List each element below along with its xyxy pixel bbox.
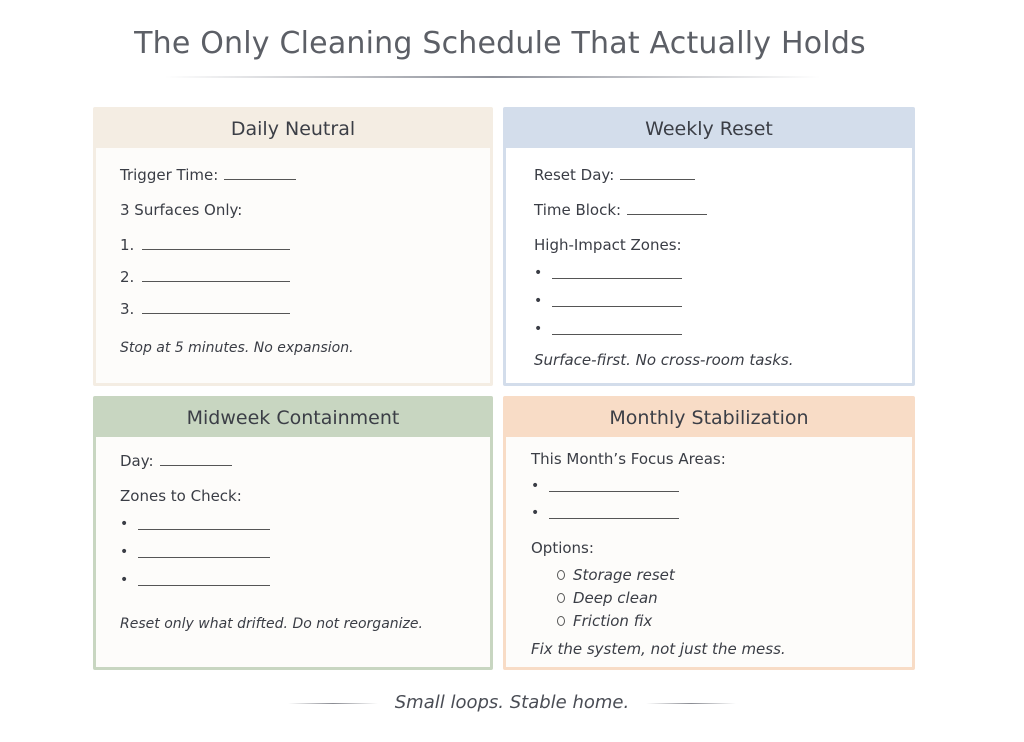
radio-circle-icon[interactable] — [557, 570, 565, 580]
options-label: Options: — [531, 539, 594, 557]
day-label: Day: — [120, 452, 154, 470]
footer-divider-right — [646, 703, 736, 704]
bullet-icon: • — [531, 478, 540, 494]
zone-row-2 — [534, 293, 912, 321]
zones-label: High-Impact Zones: — [534, 236, 682, 254]
footer-tagline: Small loops. Stable home. — [394, 692, 630, 713]
focus-row-2 — [531, 505, 912, 539]
footer — [0, 692, 1024, 713]
bullet-icon: • — [120, 572, 129, 588]
surface-row-3 — [120, 300, 490, 340]
bullet-icon: • — [534, 321, 543, 337]
zones-check-label: Zones to Check: — [120, 487, 242, 505]
daily-neutral-header: Daily Neutral — [230, 118, 356, 140]
focus-row-1 — [531, 478, 912, 505]
weekly-reset-card — [503, 107, 915, 386]
focus-areas-label: This Month’s Focus Areas: — [531, 450, 726, 468]
zone-field-3[interactable] — [552, 321, 682, 335]
check-field-3[interactable] — [138, 572, 270, 586]
trigger-time-label: Trigger Time: — [120, 166, 219, 184]
footer-divider-left — [288, 703, 378, 704]
check-row-2 — [120, 544, 490, 572]
check-row-1 — [120, 516, 490, 544]
monthly-note: Fix the system, not just the mess. — [531, 640, 786, 658]
radio-circle-icon[interactable] — [557, 616, 565, 626]
day-row — [120, 452, 490, 487]
daily-note: Stop at 5 minutes. No expansion. — [120, 340, 354, 356]
midweek-containment-body — [96, 437, 490, 667]
option-friction-fix[interactable] — [531, 609, 912, 632]
surface-number: 1. — [120, 236, 135, 254]
option-deep-clean[interactable] — [531, 586, 912, 609]
surface-row-2 — [120, 268, 490, 300]
surface-field-2[interactable] — [142, 268, 290, 282]
monthly-stabilization-card — [503, 396, 915, 670]
option-label: Storage reset — [573, 565, 675, 584]
midweek-note: Reset only what drifted. Do not reorganize. — [120, 616, 423, 632]
check-row-3 — [120, 572, 490, 616]
weekly-reset-header: Weekly Reset — [645, 118, 773, 140]
bullet-icon: • — [531, 505, 540, 521]
trigger-time-row — [120, 166, 490, 201]
focus-field-1[interactable] — [549, 478, 679, 492]
radio-circle-icon[interactable] — [557, 593, 565, 603]
focus-field-2[interactable] — [549, 505, 679, 519]
surface-row-1 — [120, 236, 490, 268]
check-field-2[interactable] — [138, 544, 270, 558]
page-title: The Only Cleaning Schedule That Actually Holds — [134, 26, 866, 61]
midweek-containment-card — [93, 396, 493, 670]
zone-field-1[interactable] — [552, 265, 682, 279]
trigger-time-field[interactable] — [224, 166, 296, 180]
zone-row-1 — [534, 265, 912, 293]
zone-field-2[interactable] — [552, 293, 682, 307]
daily-neutral-card — [93, 107, 493, 386]
reset-day-field[interactable] — [620, 166, 695, 180]
surface-field-3[interactable] — [142, 300, 290, 314]
day-field[interactable] — [160, 452, 232, 466]
weekly-note: Surface-first. No cross-room tasks. — [534, 351, 794, 369]
zone-row-3 — [534, 321, 912, 351]
option-storage-reset[interactable] — [531, 563, 912, 586]
check-field-1[interactable] — [138, 516, 270, 530]
time-block-field[interactable] — [627, 201, 707, 215]
bullet-icon: • — [120, 544, 129, 560]
option-label: Friction fix — [573, 611, 653, 630]
weekly-reset-body — [506, 148, 912, 383]
daily-neutral-body — [96, 148, 490, 383]
reset-day-row — [534, 166, 912, 201]
time-block-row — [534, 201, 912, 236]
bullet-icon: • — [120, 516, 129, 532]
surface-number: 3. — [120, 300, 135, 318]
title-divider — [165, 76, 820, 78]
surface-number: 2. — [120, 268, 135, 286]
option-label: Deep clean — [573, 588, 658, 607]
reset-day-label: Reset Day: — [534, 166, 615, 184]
monthly-stabilization-header: Monthly Stabilization — [609, 407, 809, 429]
time-block-label: Time Block: — [534, 201, 622, 219]
midweek-containment-header: Midweek Containment — [186, 407, 400, 429]
bullet-icon: • — [534, 265, 543, 281]
bullet-icon: • — [534, 293, 543, 309]
surfaces-label: 3 Surfaces Only: — [120, 201, 243, 219]
surface-field-1[interactable] — [142, 236, 290, 250]
monthly-stabilization-body — [506, 437, 912, 667]
